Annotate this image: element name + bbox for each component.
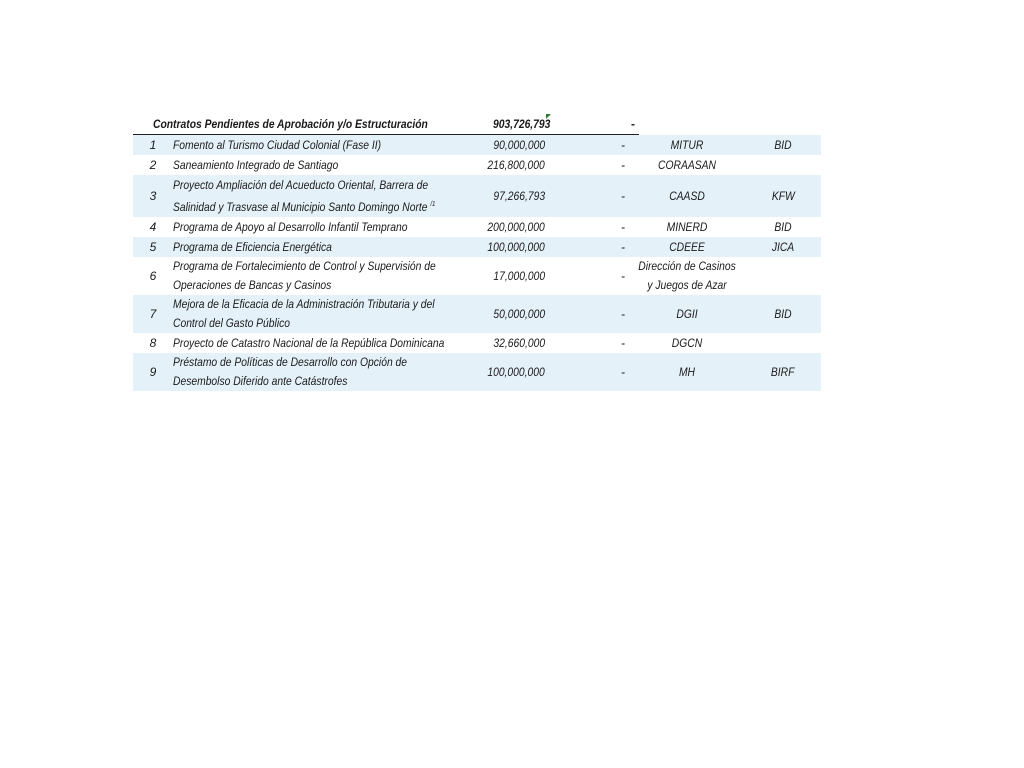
- contracts-table: [133, 135, 821, 391]
- project-name: Proyecto de Catastro Nacional de la República Dominicana: [173, 335, 445, 350]
- entity: DGII: [676, 306, 698, 321]
- amount: 90,000,000: [493, 138, 545, 152]
- dash-cell: -: [621, 220, 625, 234]
- table-row: [133, 155, 821, 175]
- project-name: Proyecto Ampliación del Acueducto Oriental, Barrera de Salinidad y Trasvase al Municipio Santo Domingo Norte $^{/1}$: [173, 177, 436, 214]
- project-name: Saneamiento Integrado de Santiago: [173, 157, 339, 172]
- amount: 17,000,000: [493, 269, 545, 283]
- project-name: Mejora de la Eficacia de la Administración Tributaria y del Control del Gasto Público: [173, 297, 435, 330]
- funding-source: [745, 333, 821, 353]
- amount: 97,266,793: [493, 189, 545, 203]
- row-number: 7: [149, 307, 157, 321]
- dash-cell: -: [621, 269, 625, 283]
- funding-source: BIRF: [771, 365, 795, 379]
- entity: DGCN: [671, 335, 703, 350]
- section-title: Contratos Pendientes de Aprobación y/o Estructuración: [153, 117, 428, 131]
- row-number: 9: [149, 365, 157, 379]
- contracts-document: [133, 116, 821, 391]
- entity: Dirección de Casinos y Juegos de Azar: [638, 259, 736, 292]
- entity: MH: [678, 364, 696, 379]
- funding-source: BID: [774, 307, 792, 321]
- amount: 100,000,000: [487, 365, 545, 379]
- section-dash: -: [631, 117, 635, 131]
- comment-marker-icon: [546, 114, 551, 119]
- row-number: 8: [149, 336, 157, 350]
- footnote-marker: /1: [430, 200, 436, 208]
- project-name: Fomento al Turismo Ciudad Colonial (Fase II): [173, 137, 382, 152]
- dash-cell: -: [621, 307, 625, 321]
- table-row: [133, 217, 821, 237]
- dash-cell: -: [621, 138, 625, 152]
- entity: CDEEE: [669, 239, 705, 254]
- funding-source: BID: [774, 220, 792, 234]
- dash-cell: -: [621, 240, 625, 254]
- row-number: 5: [149, 240, 157, 254]
- dash-cell: -: [621, 336, 625, 350]
- row-number: 4: [149, 220, 157, 234]
- amount: 200,000,000: [487, 220, 545, 234]
- row-number: 1: [149, 138, 157, 152]
- funding-source: JICA: [771, 240, 795, 254]
- project-name: Préstamo de Políticas de Desarrollo con Opción de Desembolso Diferido ante Catástrofes: [173, 355, 408, 388]
- entity: MITUR: [670, 137, 704, 152]
- funding-source: [745, 257, 821, 295]
- dash-cell: -: [621, 365, 625, 379]
- table-row: [133, 257, 821, 295]
- amount: 100,000,000: [487, 240, 545, 254]
- dash-cell: -: [621, 158, 625, 172]
- table-row: [133, 237, 821, 257]
- funding-source: BID: [774, 138, 792, 152]
- row-number: 6: [149, 269, 157, 283]
- entity: CORAASAN: [658, 157, 716, 172]
- amount: 216,800,000: [487, 158, 545, 172]
- funding-source: KFW: [771, 189, 795, 203]
- project-name: Programa de Fortalecimiento de Control y Supervisión de Operaciones de Bancas y Casinos: [173, 259, 436, 292]
- table-row: [133, 135, 821, 155]
- amount: 32,660,000: [493, 336, 545, 350]
- table-row: [133, 353, 821, 391]
- table-row: [133, 175, 821, 217]
- dash-cell: -: [621, 189, 625, 203]
- amount: 50,000,000: [493, 307, 545, 321]
- entity: CAASD: [669, 188, 705, 203]
- project-name: Programa de Apoyo al Desarrollo Infantil Temprano: [173, 219, 408, 234]
- table-row: [133, 333, 821, 353]
- funding-source: [745, 155, 821, 175]
- row-number: 2: [149, 158, 157, 172]
- table-row: [133, 295, 821, 333]
- entity: MINERD: [666, 219, 708, 234]
- section-total: 903,726,793: [493, 117, 551, 131]
- project-name: Programa de Eficiencia Energética: [173, 239, 332, 254]
- row-number: 3: [149, 189, 157, 203]
- section-header: [133, 116, 639, 135]
